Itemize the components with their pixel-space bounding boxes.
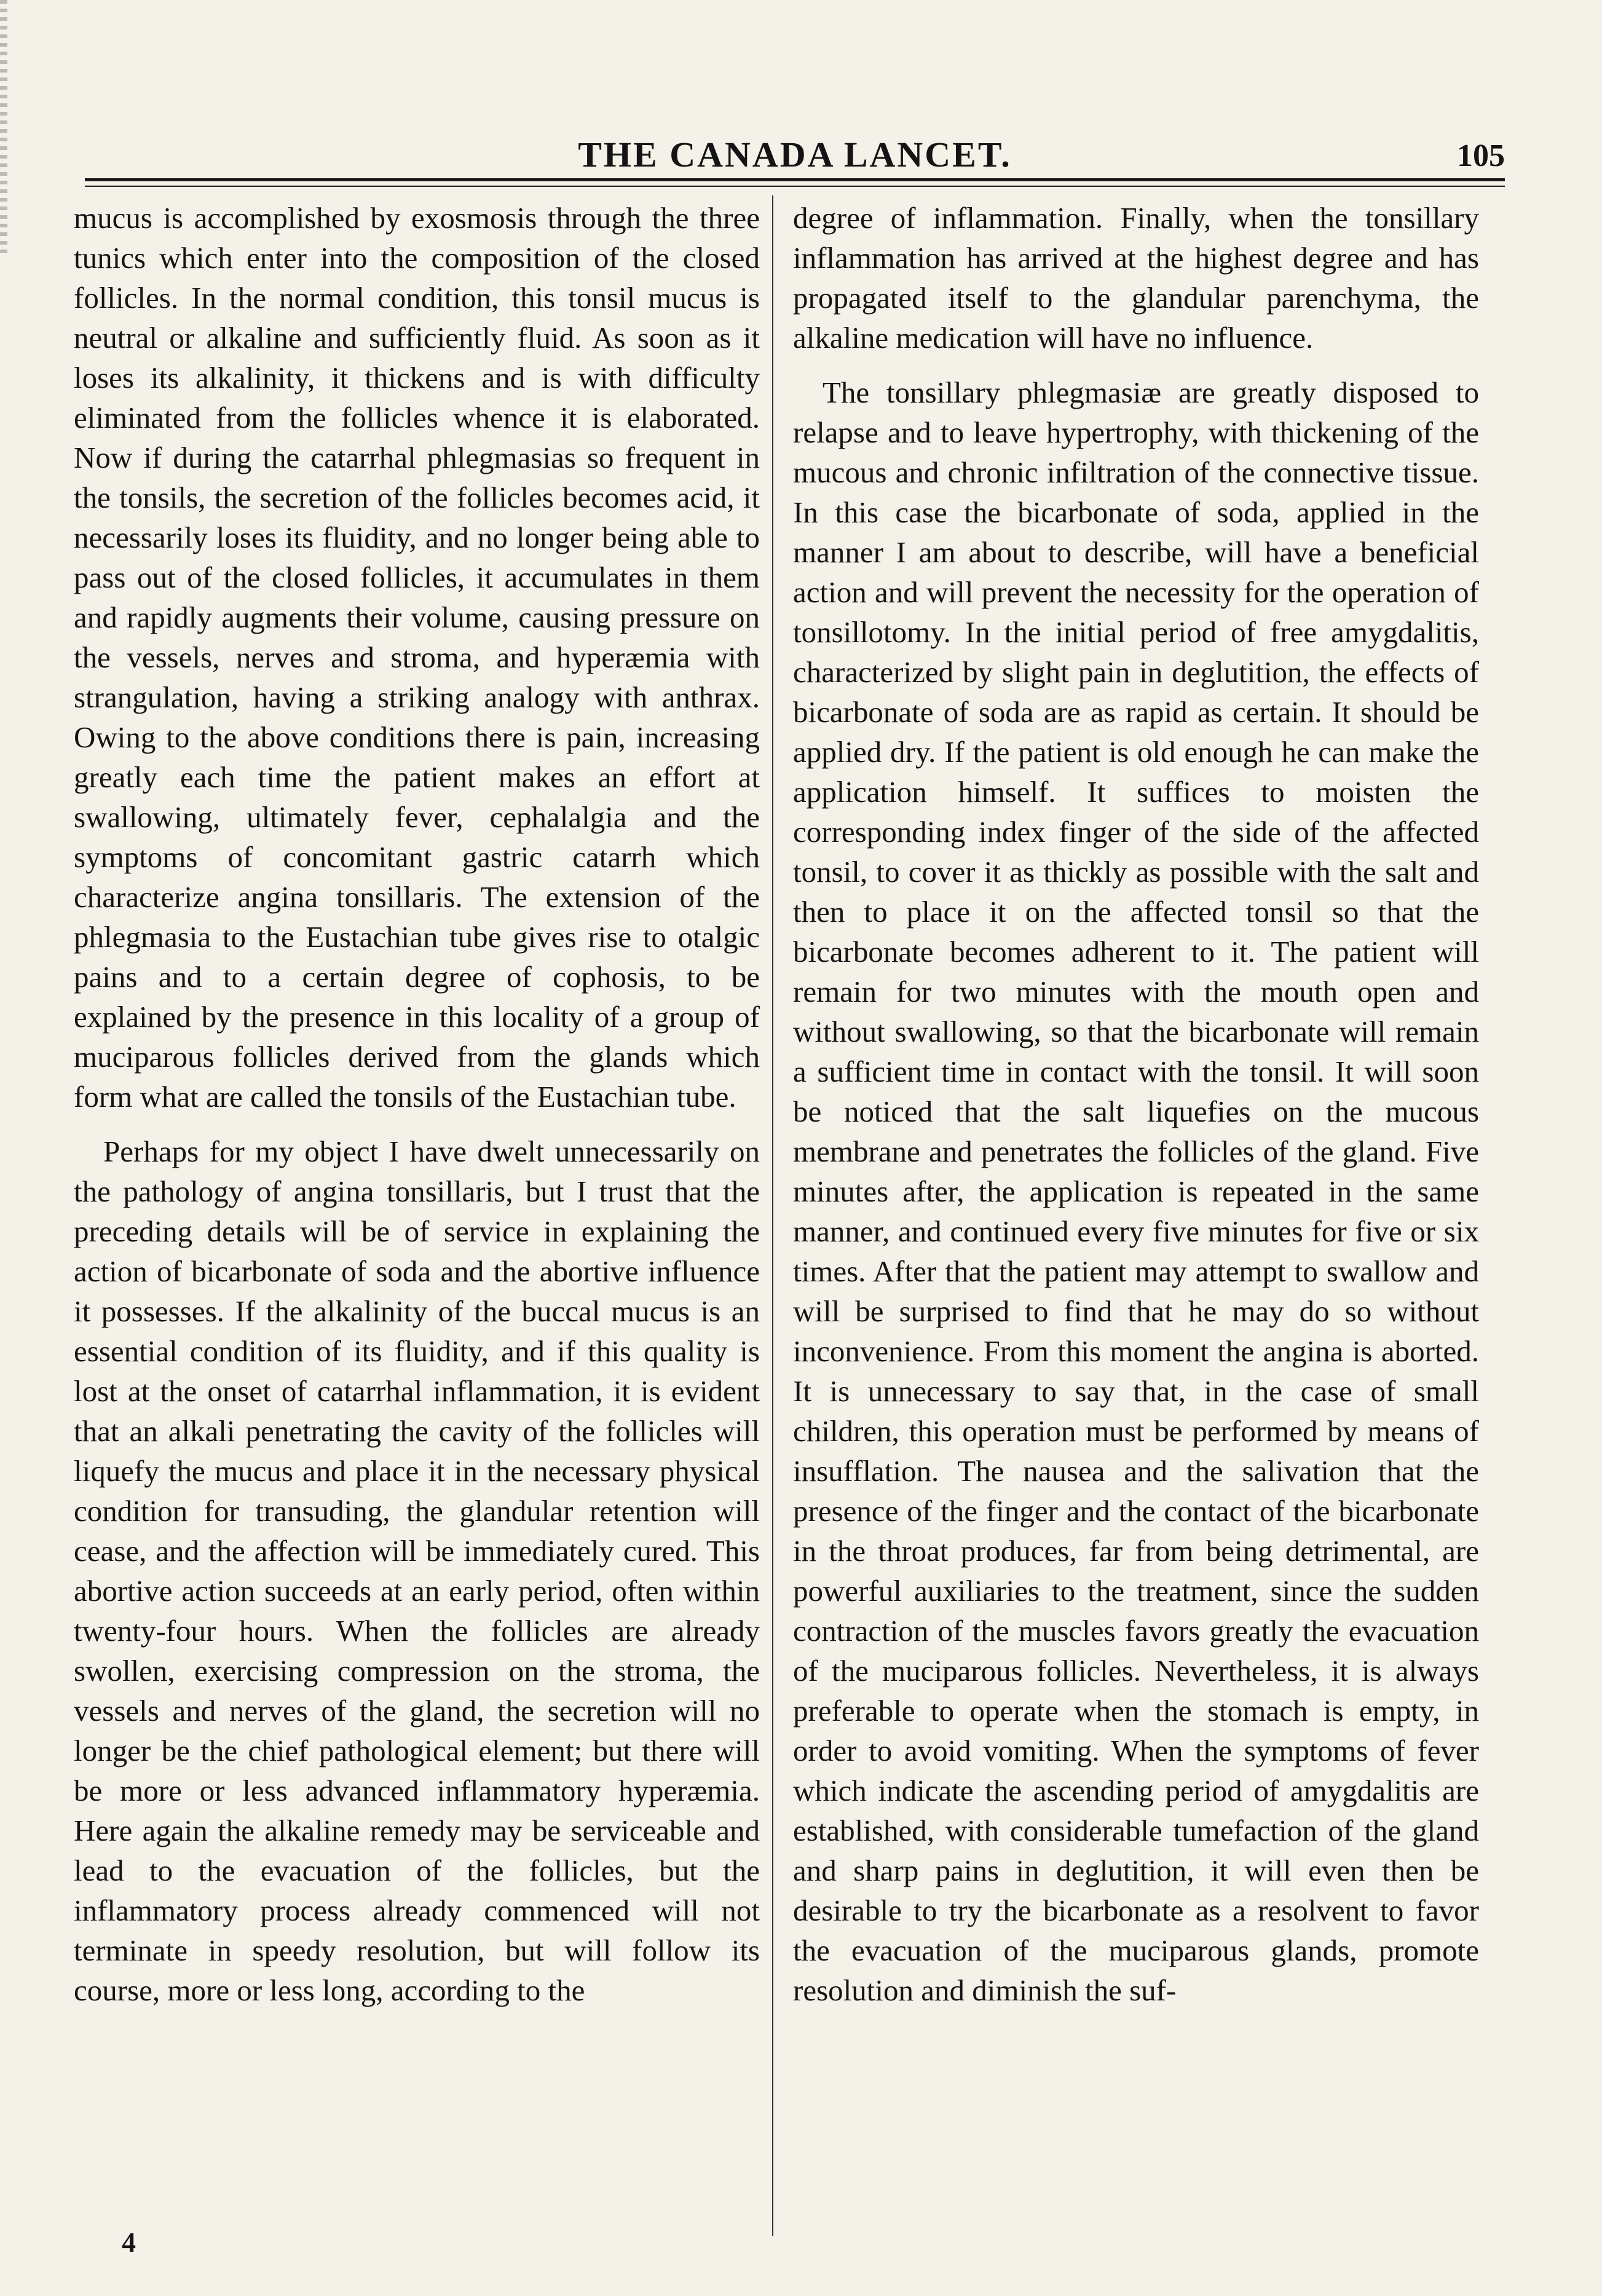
left-paragraph-2: Perhaps for my object I have dwelt unnecessarily on the pathology of angina tonsillaris, but I trust that the preceding details will be of service in explaining the action of bicarbonate of soda and the abortive influence it possesses. If the alkalinity of the buccal mucus is an essential condition of its fluidity, and if this quality is lost at the onset of catarrhal inflammation, it is evident that an alkali penetrating the cavity of the follicles will liquefy the mucus and place it in the necessary physical condition for transuding, the glandular retention will cease, and the affection will be immediately cured. This abortive action succeeds at an early period, often within twenty-four hours. When the follicles are already swollen, exercising compression on the stroma, the vessels and nerves of the gland, the secretion will no longer be the chief pathological element; but there will be more or less advanced inflammatory hyperæmia. Here again the alkaline remedy may be serviceable and lead to the evacuation of the follicles, but the inflammatory process already commenced will not terminate in speedy resolution, but will follow its course, more or less long, according to the [74,1134,760,2007]
page-header [85,129,1505,184]
right-column [793,198,1479,2010]
column-divider [772,195,773,2236]
header-rule-thick [85,178,1505,181]
left-paragraph-1: mucus is accomplished by exosmosis through the three tunics which enter into the composition of the closed follicles. In the normal condition, this tonsil mucus is neutral or alkaline and sufficiently fluid. As soon as it loses its alkalinity, it thickens and is with difficulty eliminated from the follicles whence it is elaborated. Now if during the catarrhal phlegmasias so frequent in the tonsils, the secretion of the follicles becomes acid, it necessarily loses its fluidity, and no longer being able to pass out of the closed follicles, it accumulates in them and rapidly augments their volume, causing pressure on the vessels, nerves and stroma, and hyperæmia with strangulation, having a striking analogy with anthrax. Owing to the above conditions there is pain, increasing greatly each time the patient makes an effort at swallowing, ultimately fever, cephalalgia and the symptoms of concomitant gastric catarrh which characterize angina tonsillaris. The extension of the phlegmasia to the Eustachian tube gives rise to otalgic pains and to a certain degree of cophosis, to be explained by the presence in this locality of a group of muciparous follicles derived from the glands which form what are called the tonsils of the Eustachian tube. [74,201,760,1114]
header-rule-thin [85,186,1505,187]
signature-mark: 4 [122,2227,136,2258]
right-paragraph-1: degree of inflammation. Finally, when the tonsillary inflammation has arrived at the highest degree and has propagated itself to the glandular parenchyma, the alkaline medication will have no influence. [793,201,1479,355]
scan-edge-mark [0,0,7,258]
right-paragraph-2: The tonsillary phlegmasiæ are greatly disposed to relapse and to leave hypertrophy, with thickening of the mucous and chronic infiltration of the connective tissue. In this case the bicarbonate of soda, applied in the manner I am about to describe, will have a beneficial action and will prevent the necessity for the operation of tonsillotomy. In the initial period of free amygdalitis, characterized by slight pain in deglutition, the effects of bicarbonate of soda are as rapid as certain. It should be applied dry. If the patient is old enough he can make the application himself. It suffices to moisten the corresponding index finger of the side of the affected tonsil, to cover it as thickly as possible with the salt and then to place it on the affected tonsil so that the bicarbonate becomes adherent to it. The patient will remain for two minutes with the mouth open and without swallowing, so that the bicarbonate will remain a sufficient time in contact with the tonsil. It will soon be noticed that the salt liquefies on the mucous membrane and penetrates the follicles of the gland. Five minutes after, the application is repeated in the same manner, and continued every five minutes for five or six times. After that the patient may attempt to swallow and will be surprised to find that he may do so without inconvenience. From this moment the angina is aborted. It is unnecessary to say that, in the case of small children, this operation must be performed by means of insufflation. The nausea and the salivation that the presence of the finger and the contact of the bicarbonate in the throat produces, far from being detrimental, are powerful auxiliaries to the treatment, since the sudden contraction of the muscles favors greatly the evacuation of the muciparous follicles. Nevertheless, it is always preferable to operate when the stomach is empty, in order to avoid vomiting. When the symptoms of fever which indicate the ascending period of amygdalitis are established, with considerable tumefaction of the gland and sharp pains in deglutition, it will even then be desirable to try the bicarbonate as a resolvent to favor the evacuation of the muciparous glands, promote resolution and diminish the suf- [793,375,1479,2007]
page-number: 105 [1457,138,1505,173]
running-title: THE CANADA LANCET. [578,135,1012,175]
left-column [74,198,760,2010]
